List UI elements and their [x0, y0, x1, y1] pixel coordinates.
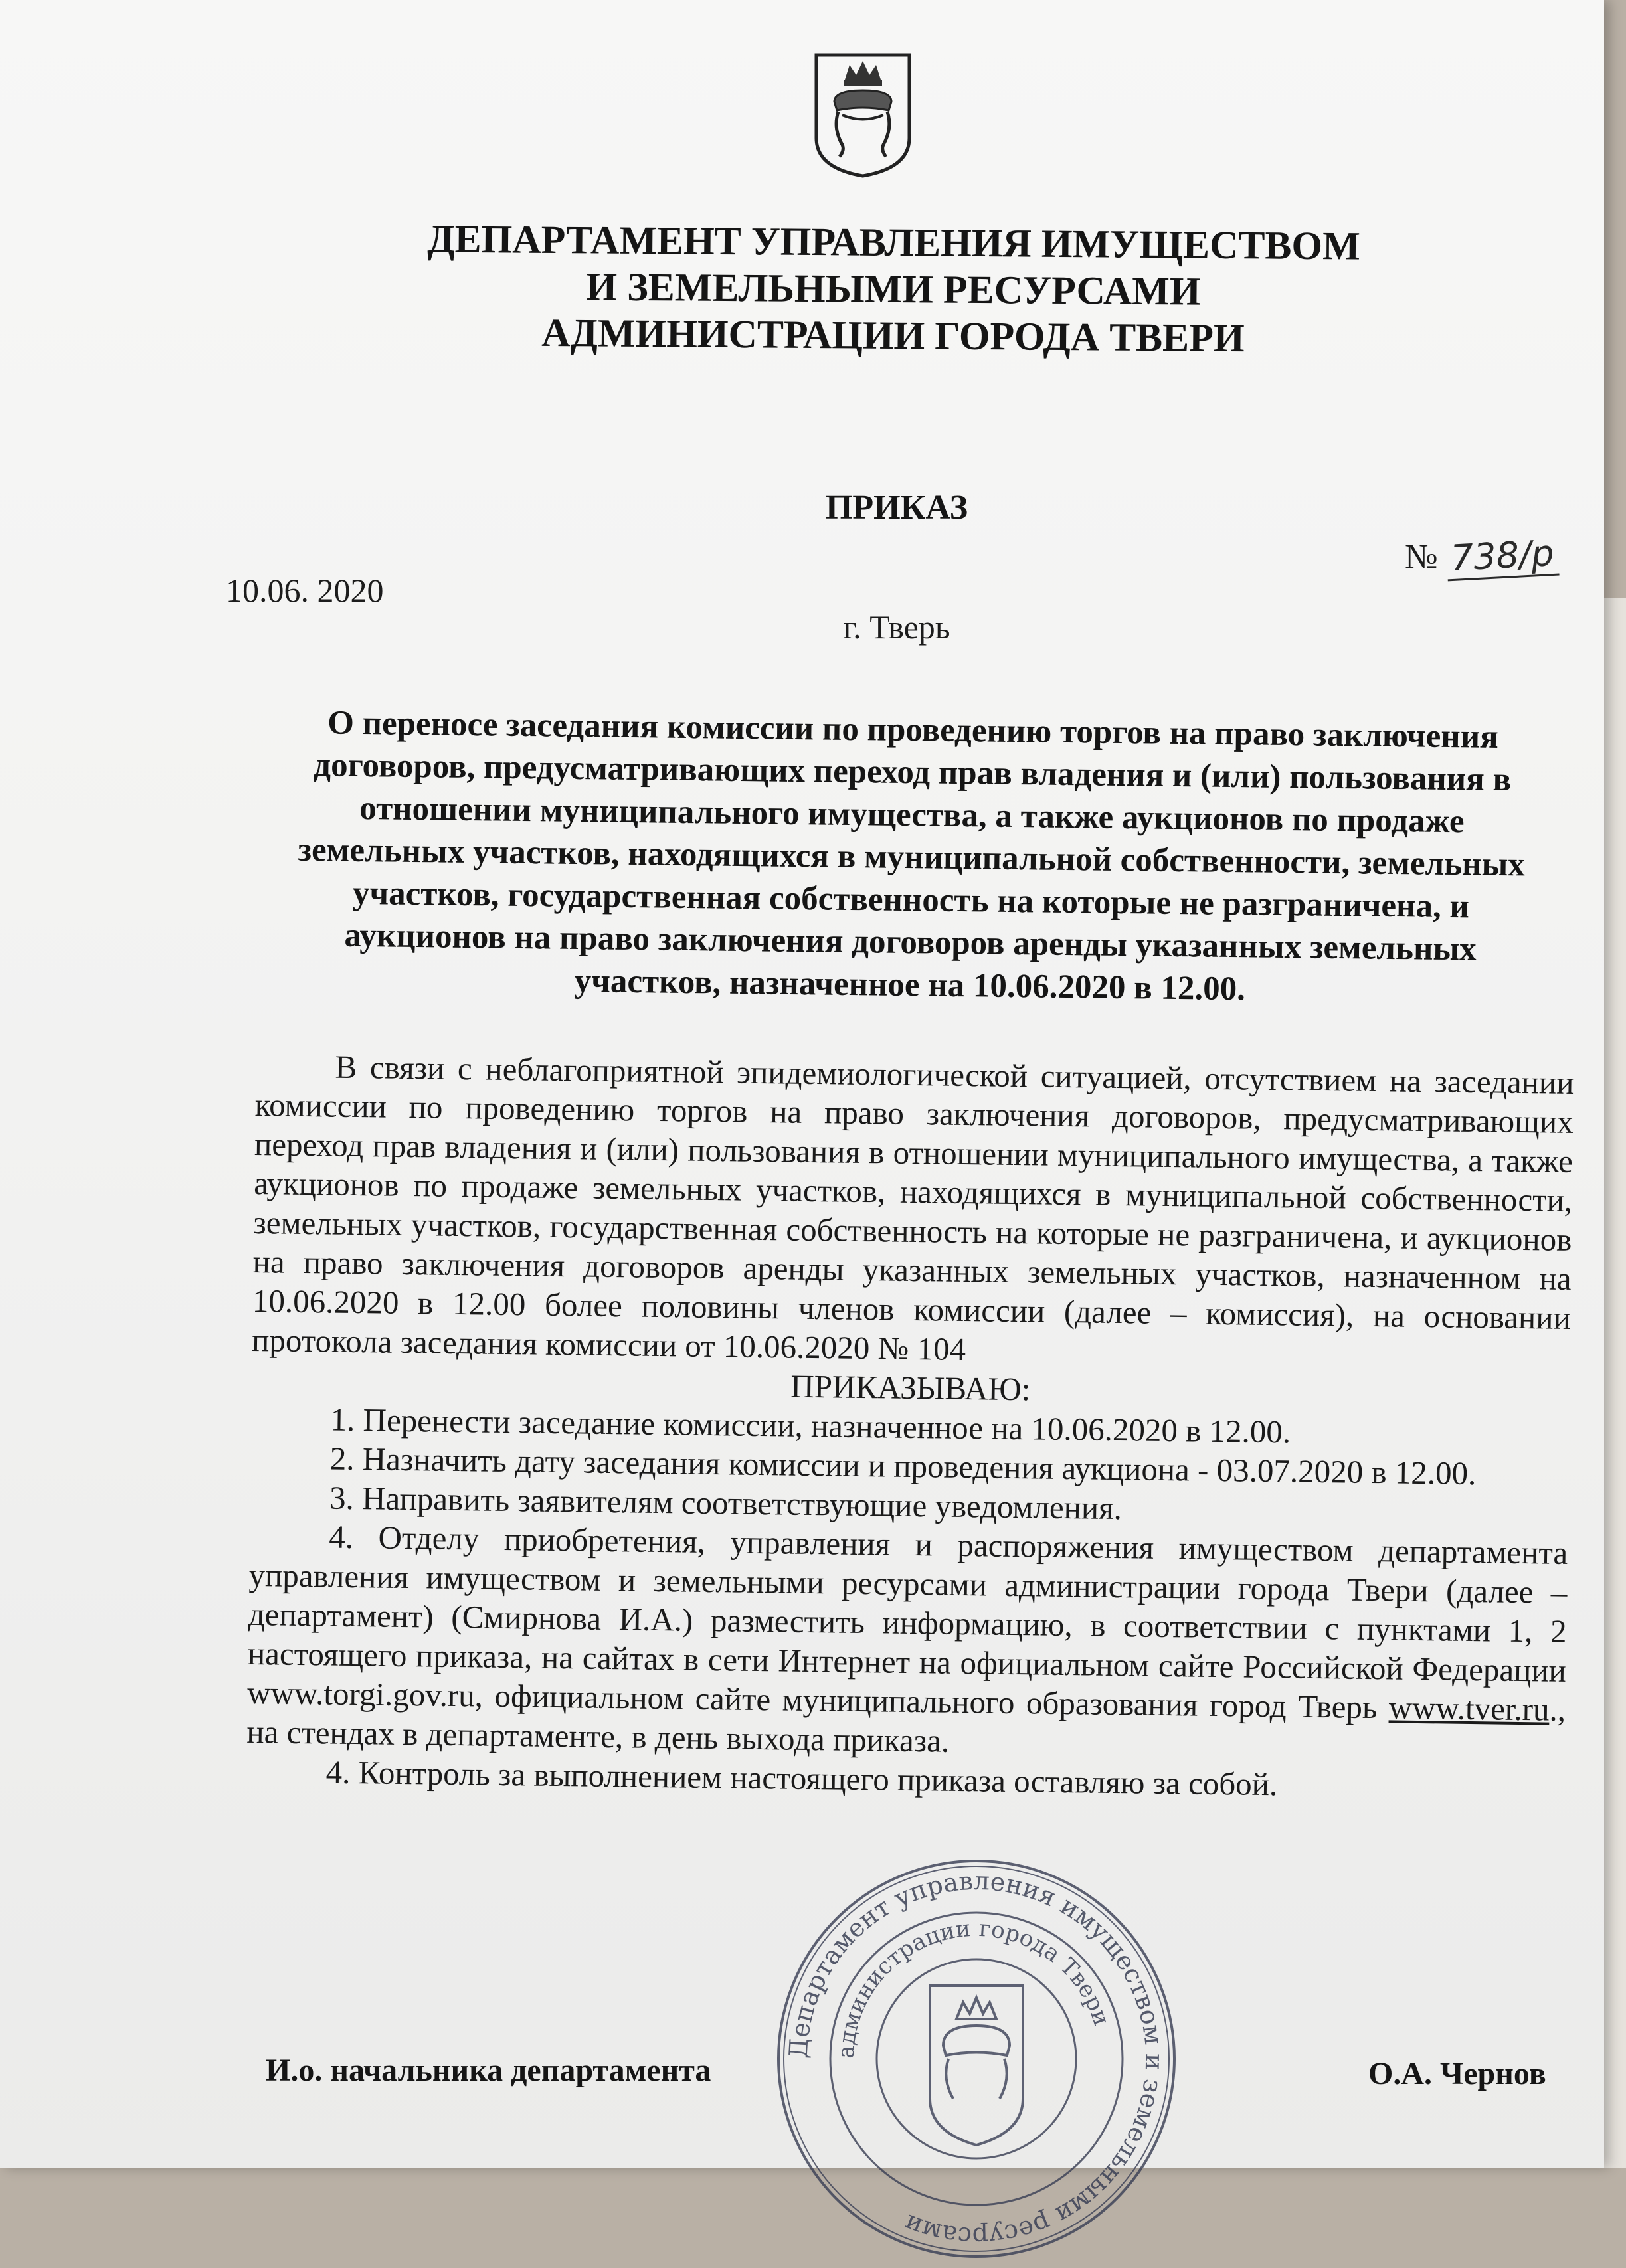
number-sign: №	[1405, 538, 1438, 576]
subject-line: аукционов на право заключения договоров аренды указанных земельных	[344, 916, 1477, 968]
stamp-outer-text: Департамент управления имуществом и земельными ресурсами	[783, 1866, 1170, 2252]
subject-line: участков, назначенное на 10.06.2020 в 12.00.	[574, 962, 1246, 1008]
department-line-3: АДМИНИСТРАЦИИ ГОРОДА ТВЕРИ	[541, 310, 1245, 361]
order-item-5: 4. Контроль за выполнением настоящего приказа оставляю за собой.	[325, 1753, 1278, 1803]
order-date: 10.06. 2020	[226, 572, 384, 609]
preamble-paragraph: В связи с неблагоприятной эпидемиологической ситуацией, отсутствием на заседании комиссии по проведению торгов на право заключения договоров, предусматривающих переход прав владения и (или) пользования в отношении муниципального имущества, а также аукционов по продаже земельных участков, находящихся в муниципальной собственности, земельных участков, государственная собственность на которые не разграничена, и аукционов на право заключения договоров аренды указанных земельных участков, назначенном на 10.06.2020 в 12.00 более половины членов комиссии (далее – комиссия), на основании протокола заседания комиссии от 10.06.2020 № 104	[251, 1048, 1574, 1368]
order-item-1: 1. Перенести заседание комиссии, назначенное на 10.06.2020 в 12.00.	[330, 1401, 1291, 1450]
subject-line: участков, государственная собственность на которые не разграничена, и	[352, 874, 1470, 926]
department-line-2: И ЗЕМЕЛЬНЫМИ РЕСУРСАМИ	[586, 264, 1201, 313]
order-subject	[249, 701, 1574, 1014]
order-number	[1405, 531, 1558, 580]
order-title: ПРИКАЗ	[825, 489, 968, 527]
order-item-2: 2. Назначить дату заседания комиссии и проведения аукциона - 03.07.2020 в 12.00.	[329, 1440, 1477, 1492]
department-name	[371, 215, 1415, 363]
subject-line: отношении муниципального имущества, а также аукционов по продаже	[359, 789, 1465, 841]
subject-line: договоров, предусматривающих переход прав владения и (или) пользования в	[314, 746, 1512, 799]
order-city: г. Тверь	[843, 608, 950, 646]
order-item-4-tail: ., на стендах в департаменте, в день выхода приказа.	[246, 1691, 1566, 1759]
handwritten-number: 738/р	[1445, 532, 1559, 582]
order-body	[246, 1046, 1574, 1808]
order-item-3: 3. Направить заявителям соответствующие уведомления.	[329, 1479, 1123, 1527]
order-item-4	[246, 1516, 1568, 1769]
tver-site-link[interactable]: www.tver.ru	[1388, 1689, 1550, 1728]
signatory-position: И.о. начальника департамента	[266, 2053, 711, 2088]
official-stamp	[770, 1853, 1182, 2252]
department-line-1: ДЕПАРТАМЕНТ УПРАВЛЕНИЯ ИМУЩЕСТВОМ	[427, 217, 1361, 268]
order-item-4-text: 4. Отделу приобретения, управления и распоряжения имуществом департамента управления имуществом и земельными ресурсами администрации города Твери (далее – департамент) (Смирнова И.А.) разместить информацию, в соответствии с пунктами 1, 2 настоящего приказа, на сайтах в сети Интернет на официальном сайте Российской Федерации www.torgi.gov.ru, официальном сайте муниципального образования город Тверь	[246, 1518, 1568, 1726]
subject-line: О переносе заседания комиссии по проведению торгов на право заключения	[327, 704, 1499, 756]
signatory-name: О.А. Чернов	[1368, 2056, 1546, 2091]
coat-of-arms-icon	[813, 52, 913, 178]
decree-word: ПРИКАЗЫВАЮ:	[790, 1367, 1031, 1408]
subject-line: земельных участков, находящихся в муниципальной собственности, земельных	[298, 831, 1526, 884]
stamp-inner-text: администрации города Твери	[832, 1915, 1115, 2059]
